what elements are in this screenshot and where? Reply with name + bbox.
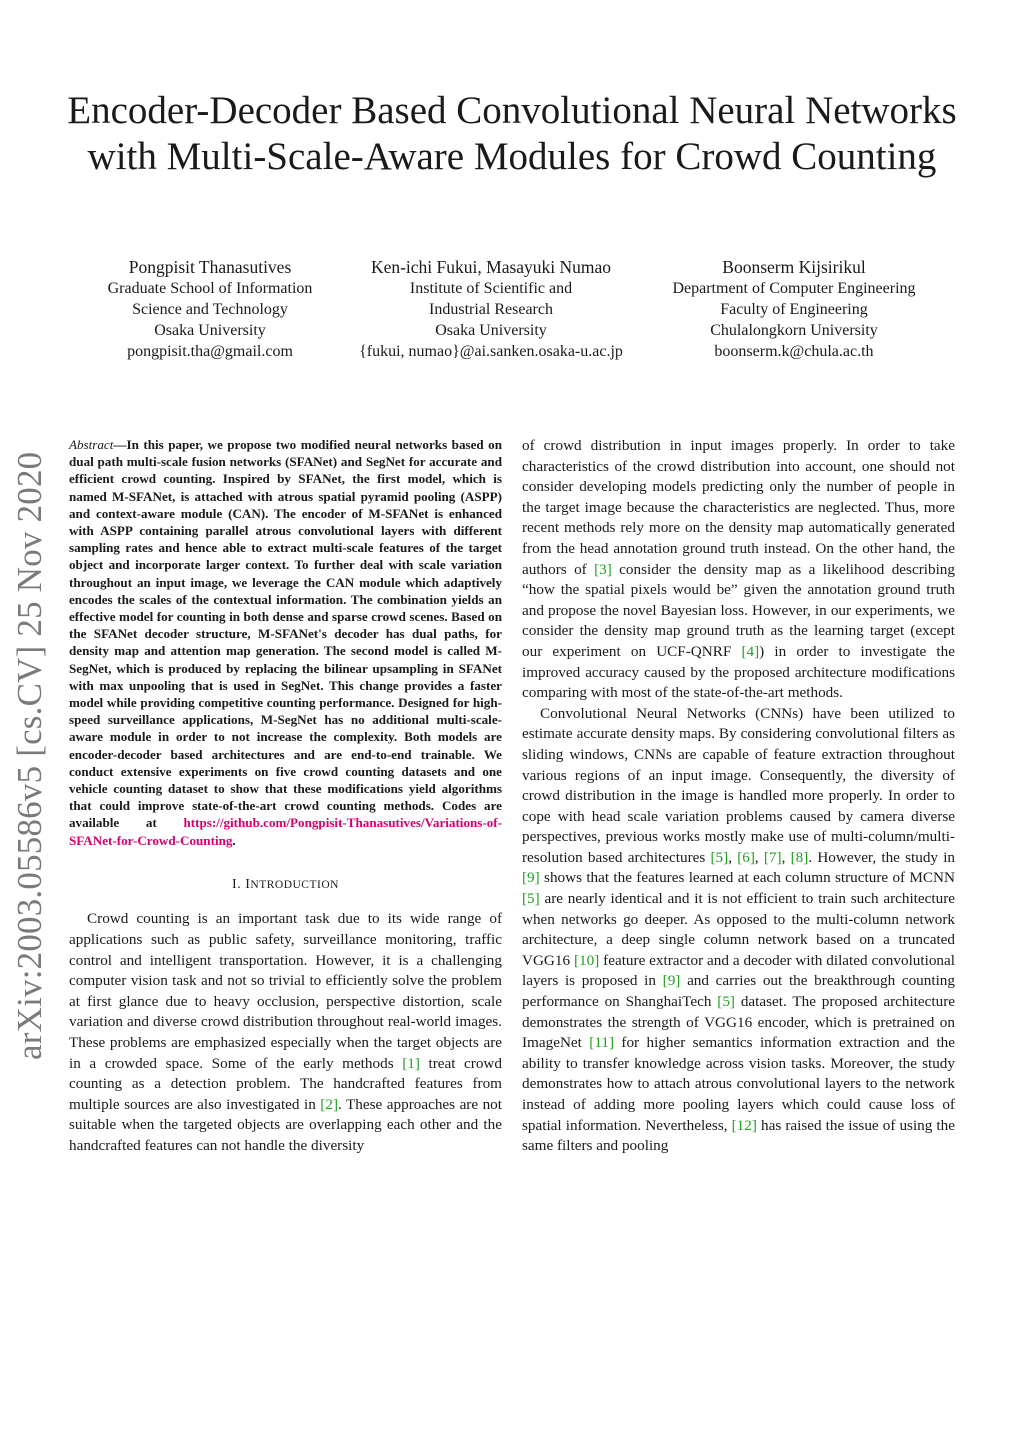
body-paragraph: Crowd counting is an important task due to its wide range of applications such as public safety, surveillance monitoring, traffic control and intelligent transportation. However, it is a challenging computer vision task and not so trivial to efficiently solve the problem at first glance due to heavy occlusion, perspective distortion, scale variation and diverse crowd distribution throughout real-world images. These problems are emphasized especially when the target objects are in a crowded space. Some of the early methods [1] treat crowd counting as a detection problem. The handcrafted features from multiple sources are also investigated in [2]. These approaches are not suitable when the targeted objects are overlapping each other and the handcrafted features can not handle the diversity [69, 910, 502, 1154]
citation-link[interactable]: [9] [662, 972, 681, 990]
citation-link[interactable]: [5] [717, 993, 735, 1011]
author-affiliation: Chulalongkorn University [710, 322, 878, 339]
author-1 [80, 256, 340, 362]
citation-link[interactable]: [2] [320, 1095, 339, 1113]
body-paragraph: Convolutional Neural Networks (CNNs) have been utilized to estimate accurate density maps. By considering convolutional filters as sliding windows, CNNs are capable of feature extraction throughout various regions of an input image. Consequently, the diversity of crowd distribution in the image is handled more properly. In order to cope with head scale variation problems caused by camera diverse perspectives, previous works mostly make use of multi-column/multi-resolution based architectures [5], [6], [7], [8]. However, the study in [9] shows that the features learned at each column structure of MCNN [5] are nearly identical and it is not efficient to train such architecture when networks go deeper. As opposed to the multi-column network architecture, a deep single column network based on a truncated VGG16 [10] feature extractor and a decoder with dilated convolutional layers is proposed in [9] and carries out the breakthrough counting performance on ShanghaiTech [5] dataset. The proposed architecture demonstrates the strength of VGG16 encoder, which is pretrained on ImageNet [11] for higher semantics information extraction and the ability to transfer knowledge across vision tasks. Moreover, the study demonstrates how to attach atrous convolutional layers to the network instead of adding more pooling layers which could cause loss of spatial information. Nevertheless, [12] has raised the issue of using the same filters and pooling [522, 704, 956, 1155]
citation-link[interactable]: [4] [741, 642, 760, 660]
author-email: boonserm.k@chula.ac.th [714, 343, 874, 360]
code-link[interactable]: https://github.com/Pongpisit-Thanasutives/Variations-of-SFANet-for-Crowd-Counting [69, 815, 502, 848]
author-affiliation: Faculty of Engineering [720, 301, 868, 318]
section-heading-introduction: I. INTRODUCTION [232, 876, 339, 892]
citation-link[interactable]: [8] [790, 848, 809, 866]
author-email: pongpisit.tha@gmail.com [127, 343, 293, 360]
citation-link[interactable]: [7] [763, 848, 782, 866]
citation-link[interactable]: [11] [589, 1034, 615, 1052]
author-affiliation: Department of Computer Engineering [672, 280, 916, 297]
arxiv-watermark: arXiv:2003.05586v5 [cs.CV] 25 Nov 2020 [10, 451, 49, 1060]
author-affiliation: Institute of Scientific and [409, 280, 573, 297]
abstract-text: —In this paper, we propose two modified neural networks based on dual path multi-scale fusion networks (SFANet) and SegNet for accurate and efficient crowd counting. Inspired by SFANet, the first model, which is named M-SFANet, is attached with atrous spatial pyramid pooling (ASPP) and context-aware module (CAN). The encoder of M-SFANet is enhanced with ASPP containing parallel atrous convolutional layers with different sampling rates and hence able to extract multi-scale features of the target object and incorporate larger context. To further deal with scale variation throughout an input image, we leverage the CAN module which adaptively encodes the scales of the contextual information. The combination yields an effective model for counting in both dense and sparse crowd scenes. Based on the SFANet decoder structure, M-SFANet's decoder has dual paths, for density map and attention map generation. The second model is called M-SegNet, which is produced by replacing the bilinear upsampling in SFANet with max unpooling that is used in SegNet. This change provides a faster model while providing competitive counting performance. Designed for high-speed surveillance applications, M-SegNet has no additional multi-scale-aware module in order to not increase the complexity. Both models are encoder-decoder based architectures and are end-to-end trainable. We conduct extensive experiments on five crowd counting datasets and one vehicle counting dataset to show that these modifications yield algorithms that could improve state-of-the-art crowd counting methods. Codes are available at [69, 437, 502, 831]
citation-link[interactable]: [6] [737, 848, 755, 866]
citation-link[interactable]: [3] [594, 560, 612, 578]
right-column [522, 436, 955, 1157]
citation-link[interactable]: [5] [522, 890, 540, 908]
left-column [69, 436, 502, 1157]
citation-link[interactable]: [9] [522, 869, 540, 887]
abstract-heading: Abstract [69, 437, 114, 452]
citation-link[interactable]: [5] [710, 848, 729, 866]
author-affiliation: Osaka University [154, 322, 266, 339]
citation-link[interactable]: [10] [573, 951, 600, 969]
abstract: Abstract—In this paper, we propose two modified neural networks based on dual path multi-scale fusion networks (SFANet) and SegNet for accurate and efficient crowd counting. Inspired by SFANet, the first model, which is named M-SFANet, is attached with atrous spatial pyramid pooling (ASPP) and context-aware module (CAN). The encoder of M-SFANet is enhanced with ASPP containing parallel atrous convolutional layers with different sampling rates and hence able to extract multi-scale features of the target object and incorporate larger context. To further deal with scale variation throughout an input image, we leverage the CAN module which adaptively encodes the scales of the contextual information. The combination yields an effective model for counting in both dense and sparse crowd scenes. Based on the SFANet decoder structure, M-SFANet's decoder has dual paths, for density map and attention map generation. The second model is called M-SegNet, which is produced by replacing the bilinear upsampling in SFANet with max unpooling that is used in SegNet. This change provides a faster model while providing competitive counting performance. Designed for high-speed surveillance applications, M-SegNet has no additional multi-scale-aware module in order to not increase the complexity. Both models are encoder-decoder based architectures and are end-to-end trainable. We conduct extensive experiments on five crowd counting datasets and one vehicle counting dataset to show that these modifications yield algorithms that could improve state-of-the-art crowd counting methods. Codes are available at https://github.com/Pongpisit-Thanasutives/Variations-of-SFANet-for-Crowd-Counting. [69, 437, 502, 848]
author-affiliation: Osaka University [435, 322, 547, 339]
author-name: Ken-ichi Fukui, Masayuki Numao [370, 257, 612, 277]
paper-title: Encoder-Decoder Based Convolutional Neural Networks with Multi-Scale-Aware Modules for Crowd Counting [67, 89, 957, 178]
author-affiliation: Science and Technology [132, 301, 288, 318]
author-name: Pongpisit Thanasutives [128, 257, 292, 277]
author-affiliation: Industrial Research [429, 301, 553, 318]
body-paragraph: of crowd distribution in input images properly. In order to take characteristics of the crowd distribution into account, one should not consider developing models predicting only the number of people in the target image because the characteristics are neglected. Thus, more recent methods rely more on the density map automatically generated from the head annotation ground truth instead. On the other hand, the authors of [3] consider the density map as a likelihood describing “how the spatial pixels would be” given the annotation ground truth and propose the novel Bayesian loss. However, in our experiments, we consider the density map ground truth as the learning target (except our experiment on UCF-QNRF [4]) in order to investigate the improved accuracy caused by the proposed architecture modifications comparing with most of the state-of-the-art methods. [522, 437, 955, 702]
citation-link[interactable]: [12] [731, 1116, 757, 1134]
citation-link[interactable]: [1] [402, 1054, 420, 1072]
author-affiliation: Graduate School of Information [107, 280, 313, 297]
author-name: Boonserm Kijsirikul [722, 257, 866, 277]
author-2 [340, 256, 642, 362]
author-email: {fukui, numao}@ai.sanken.osaka-u.ac.jp [359, 343, 623, 360]
author-3 [650, 256, 938, 362]
